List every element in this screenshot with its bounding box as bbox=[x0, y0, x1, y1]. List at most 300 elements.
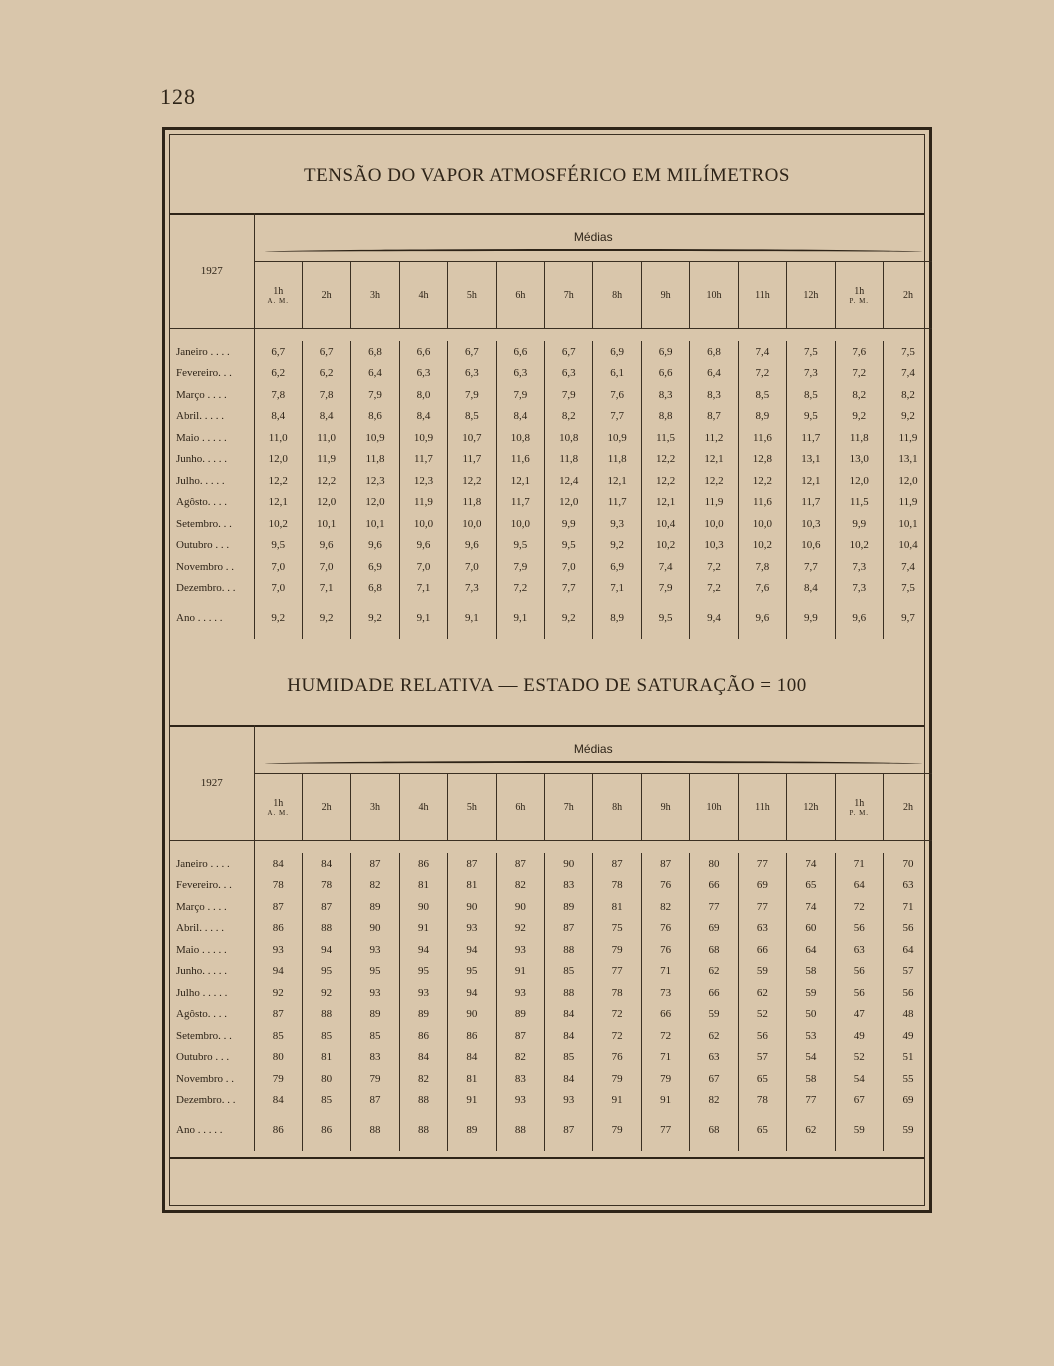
humidity-value-cell: 74 bbox=[787, 896, 835, 918]
vapor-hour-header bbox=[545, 262, 593, 329]
humidity-year-value-cell: 86 bbox=[254, 1119, 302, 1141]
humidity-hour-label: 12h bbox=[803, 801, 819, 813]
vapor-value-cell: 8,2 bbox=[883, 384, 932, 406]
humidity-value-cell: 94 bbox=[448, 939, 496, 961]
vapor-value-cell: 11,9 bbox=[399, 492, 447, 514]
vapor-value-cell: 10,1 bbox=[302, 513, 350, 535]
vapor-value-cell: 8,4 bbox=[302, 406, 350, 428]
humidity-value-cell: 86 bbox=[254, 918, 302, 940]
vapor-month-row bbox=[170, 427, 932, 449]
humidity-value-cell: 53 bbox=[787, 1025, 835, 1047]
humidity-value-cell: 78 bbox=[593, 875, 641, 897]
vapor-year-label: 1927 bbox=[170, 213, 254, 329]
humidity-value-cell: 85 bbox=[302, 1090, 350, 1112]
vapor-hour-label: 8h bbox=[612, 289, 623, 301]
vapor-hour-header bbox=[883, 262, 932, 329]
vapor-value-cell: 7,1 bbox=[302, 578, 350, 600]
humidity-value-cell: 88 bbox=[545, 982, 593, 1004]
vapor-value-cell: 8,9 bbox=[738, 406, 786, 428]
humidity-gap-cell bbox=[254, 1111, 302, 1119]
vapor-value-cell: 7,3 bbox=[835, 556, 883, 578]
humidity-value-cell: 83 bbox=[351, 1047, 399, 1069]
vapor-separator-cell bbox=[351, 329, 399, 342]
humidity-value-cell: 76 bbox=[641, 918, 689, 940]
humidity-value-cell: 85 bbox=[545, 961, 593, 983]
vapor-value-cell: 11,8 bbox=[545, 449, 593, 471]
humidity-value-cell: 94 bbox=[399, 939, 447, 961]
humidity-month-row bbox=[170, 1090, 932, 1112]
page-number: 128 bbox=[160, 84, 196, 109]
vapor-year-row bbox=[170, 607, 932, 629]
humidity-value-cell: 84 bbox=[254, 1090, 302, 1112]
vapor-value-cell: 7,9 bbox=[641, 578, 689, 600]
vapor-hour-row bbox=[170, 262, 932, 329]
vapor-value-cell: 8,2 bbox=[545, 406, 593, 428]
vapor-value-cell: 11,7 bbox=[496, 492, 544, 514]
vapor-separator-row bbox=[170, 329, 932, 342]
humidity-value-cell: 94 bbox=[302, 939, 350, 961]
humidity-value-cell: 87 bbox=[496, 853, 544, 875]
vapor-end-cell bbox=[641, 629, 689, 639]
vapor-value-cell: 7,0 bbox=[254, 556, 302, 578]
humidity-value-cell: 72 bbox=[593, 1004, 641, 1026]
vapor-end-cell bbox=[170, 629, 254, 639]
vapor-gap-cell bbox=[883, 599, 932, 607]
vapor-value-cell: 12,0 bbox=[835, 470, 883, 492]
humidity-value-cell: 95 bbox=[351, 961, 399, 983]
vapor-hour-label: 11h bbox=[755, 289, 770, 301]
vapor-value-cell: 11,8 bbox=[593, 449, 641, 471]
humidity-value-cell: 87 bbox=[254, 896, 302, 918]
vapor-value-cell: 7,7 bbox=[787, 556, 835, 578]
bottom-rule bbox=[170, 1157, 924, 1159]
humidity-value-cell: 84 bbox=[545, 1068, 593, 1090]
vapor-value-cell: 10,4 bbox=[641, 513, 689, 535]
humidity-month-label: Março . . . . bbox=[170, 896, 254, 918]
humidity-value-cell: 80 bbox=[302, 1068, 350, 1090]
humidity-value-cell: 82 bbox=[496, 1047, 544, 1069]
humidity-value-cell: 88 bbox=[545, 939, 593, 961]
humidity-month-row bbox=[170, 961, 932, 983]
humidity-value-cell: 70 bbox=[883, 853, 932, 875]
vapor-gap-cell bbox=[351, 599, 399, 607]
humidity-end-cell bbox=[170, 1141, 254, 1151]
humidity-value-cell: 56 bbox=[835, 961, 883, 983]
vapor-value-cell: 10,3 bbox=[787, 513, 835, 535]
vapor-hour-header bbox=[254, 262, 302, 329]
vapor-value-cell: 9,5 bbox=[496, 535, 544, 557]
vapor-separator-cell bbox=[170, 329, 254, 342]
humidity-end-cell bbox=[254, 1141, 302, 1151]
humidity-value-cell: 89 bbox=[351, 896, 399, 918]
humidity-value-cell: 87 bbox=[448, 853, 496, 875]
humidity-value-cell: 87 bbox=[593, 853, 641, 875]
vapor-hour-header bbox=[399, 262, 447, 329]
humidity-value-cell: 85 bbox=[302, 1025, 350, 1047]
vapor-value-cell: 12,2 bbox=[738, 470, 786, 492]
vapor-value-cell: 6,3 bbox=[399, 363, 447, 385]
vapor-value-cell: 11,5 bbox=[641, 427, 689, 449]
vapor-end-cell bbox=[593, 629, 641, 639]
vapor-hour-header bbox=[641, 262, 689, 329]
humidity-value-cell: 91 bbox=[448, 1090, 496, 1112]
humidity-value-cell: 48 bbox=[883, 1004, 932, 1026]
vapor-value-cell: 7,8 bbox=[738, 556, 786, 578]
vapor-value-cell: 12,2 bbox=[302, 470, 350, 492]
humidity-value-cell: 63 bbox=[835, 939, 883, 961]
humidity-value-cell: 84 bbox=[254, 853, 302, 875]
humidity-value-cell: 81 bbox=[593, 896, 641, 918]
humidity-gap-row bbox=[170, 1111, 932, 1119]
vapor-month-row bbox=[170, 535, 932, 557]
humidity-separator-cell bbox=[302, 841, 350, 854]
vapor-year-value-cell: 9,1 bbox=[496, 607, 544, 629]
vapor-value-cell: 7,9 bbox=[351, 384, 399, 406]
vapor-year-value-cell: 9,2 bbox=[254, 607, 302, 629]
vapor-value-cell: 11,8 bbox=[835, 427, 883, 449]
vapor-value-cell: 6,9 bbox=[593, 556, 641, 578]
vapor-year-value-cell: 9,2 bbox=[545, 607, 593, 629]
humidity-value-cell: 89 bbox=[351, 1004, 399, 1026]
humidity-hour-header bbox=[738, 774, 786, 841]
humidity-value-cell: 59 bbox=[690, 1004, 738, 1026]
vapor-separator-cell bbox=[302, 329, 350, 342]
humidity-value-cell: 90 bbox=[448, 896, 496, 918]
vapor-hour-header bbox=[351, 262, 399, 329]
vapor-value-cell: 7,3 bbox=[835, 578, 883, 600]
humidity-value-cell: 77 bbox=[690, 896, 738, 918]
humidity-hour-header bbox=[690, 774, 738, 841]
humidity-value-cell: 69 bbox=[883, 1090, 932, 1112]
vapor-value-cell: 11,7 bbox=[399, 449, 447, 471]
humidity-value-cell: 86 bbox=[399, 1025, 447, 1047]
humidity-gap-cell bbox=[593, 1111, 641, 1119]
humidity-value-cell: 79 bbox=[351, 1068, 399, 1090]
vapor-end-cell bbox=[496, 629, 544, 639]
vapor-month-row bbox=[170, 492, 932, 514]
vapor-value-cell: 12,1 bbox=[690, 449, 738, 471]
humidity-gap-cell bbox=[738, 1111, 786, 1119]
humidity-value-cell: 87 bbox=[302, 896, 350, 918]
humidity-value-cell: 92 bbox=[254, 982, 302, 1004]
vapor-separator-cell bbox=[496, 329, 544, 342]
vapor-value-cell: 9,2 bbox=[593, 535, 641, 557]
humidity-value-cell: 54 bbox=[835, 1068, 883, 1090]
vapor-value-cell: 11,2 bbox=[690, 427, 738, 449]
humidity-year-value-cell: 88 bbox=[399, 1119, 447, 1141]
humidity-value-cell: 58 bbox=[787, 1068, 835, 1090]
humidity-hour-period: P. M. bbox=[849, 808, 870, 817]
humidity-value-cell: 77 bbox=[738, 853, 786, 875]
humidity-gap-cell bbox=[787, 1111, 835, 1119]
humidity-value-cell: 64 bbox=[835, 875, 883, 897]
humidity-value-cell: 78 bbox=[738, 1090, 786, 1112]
vapor-value-cell: 11,7 bbox=[787, 427, 835, 449]
humidity-value-cell: 69 bbox=[690, 918, 738, 940]
vapor-end-cell bbox=[738, 629, 786, 639]
humidity-hour-header bbox=[254, 774, 302, 841]
humidity-value-cell: 78 bbox=[302, 875, 350, 897]
humidity-value-cell: 56 bbox=[883, 918, 932, 940]
humidity-month-row bbox=[170, 896, 932, 918]
vapor-separator-cell bbox=[883, 329, 932, 342]
vapor-value-cell: 12,0 bbox=[351, 492, 399, 514]
humidity-value-cell: 66 bbox=[641, 1004, 689, 1026]
vapor-value-cell: 8,5 bbox=[787, 384, 835, 406]
humidity-year-value-cell: 68 bbox=[690, 1119, 738, 1141]
vapor-month-row bbox=[170, 470, 932, 492]
humidity-value-cell: 56 bbox=[835, 982, 883, 1004]
humidity-end-cell bbox=[448, 1141, 496, 1151]
vapor-year-value-cell: 9,1 bbox=[448, 607, 496, 629]
humidity-value-cell: 80 bbox=[254, 1047, 302, 1069]
vapor-end-cell bbox=[883, 629, 932, 639]
vapor-hour-label: 5h bbox=[466, 289, 477, 301]
humidity-value-cell: 82 bbox=[351, 875, 399, 897]
vapor-value-cell: 10,2 bbox=[835, 535, 883, 557]
humidity-month-row bbox=[170, 1025, 932, 1047]
vapor-month-label: Junho. . . . . bbox=[170, 449, 254, 471]
humidity-value-cell: 77 bbox=[593, 961, 641, 983]
humidity-value-cell: 85 bbox=[545, 1047, 593, 1069]
vapor-end-cell bbox=[835, 629, 883, 639]
vapor-year-row-label: Ano . . . . . bbox=[170, 607, 254, 629]
humidity-value-cell: 59 bbox=[738, 961, 786, 983]
vapor-value-cell: 7,0 bbox=[399, 556, 447, 578]
humidity-value-cell: 68 bbox=[690, 939, 738, 961]
humidity-hour-label: 2h bbox=[321, 801, 332, 813]
humidity-hour-header bbox=[302, 774, 350, 841]
vapor-value-cell: 11,7 bbox=[787, 492, 835, 514]
humidity-value-cell: 91 bbox=[399, 918, 447, 940]
humidity-gap-cell bbox=[399, 1111, 447, 1119]
vapor-value-cell: 6,6 bbox=[399, 341, 447, 363]
humidity-hour-header bbox=[399, 774, 447, 841]
vapor-month-label: Janeiro . . . . bbox=[170, 341, 254, 363]
vapor-year-value-cell: 9,1 bbox=[399, 607, 447, 629]
vapor-value-cell: 6,3 bbox=[545, 363, 593, 385]
vapor-gap-cell bbox=[545, 599, 593, 607]
humidity-value-cell: 49 bbox=[883, 1025, 932, 1047]
vapor-value-cell: 11,7 bbox=[448, 449, 496, 471]
humidity-value-cell: 90 bbox=[496, 896, 544, 918]
vapor-month-label: Abril. . . . . bbox=[170, 406, 254, 428]
vapor-title: TENSÃO DO VAPOR ATMOSFÉRICO EM MILÍMETROS bbox=[304, 165, 790, 186]
humidity-value-cell: 79 bbox=[593, 939, 641, 961]
vapor-end-cell bbox=[399, 629, 447, 639]
humidity-value-cell: 71 bbox=[641, 1047, 689, 1069]
humidity-month-label: Janeiro . . . . bbox=[170, 853, 254, 875]
vapor-value-cell: 6,3 bbox=[448, 363, 496, 385]
humidity-end-cell bbox=[302, 1141, 350, 1151]
vapor-value-cell: 10,3 bbox=[690, 535, 738, 557]
vapor-month-row bbox=[170, 449, 932, 471]
humidity-value-cell: 71 bbox=[641, 961, 689, 983]
vapor-value-cell: 12,1 bbox=[496, 470, 544, 492]
humidity-value-cell: 75 bbox=[593, 918, 641, 940]
humidity-end-cell bbox=[545, 1141, 593, 1151]
humidity-month-label: Novembro . . bbox=[170, 1068, 254, 1090]
humidity-value-cell: 94 bbox=[448, 982, 496, 1004]
vapor-value-cell: 9,6 bbox=[448, 535, 496, 557]
humidity-end-cell bbox=[883, 1141, 932, 1151]
vapor-value-cell: 7,4 bbox=[738, 341, 786, 363]
humidity-year-label: 1927 bbox=[170, 725, 254, 841]
humidity-value-cell: 93 bbox=[496, 1090, 544, 1112]
vapor-hour-label: 6h bbox=[515, 289, 526, 301]
vapor-value-cell: 7,1 bbox=[399, 578, 447, 600]
vapor-month-row bbox=[170, 341, 932, 363]
humidity-value-cell: 58 bbox=[787, 961, 835, 983]
vapor-value-cell: 11,6 bbox=[738, 427, 786, 449]
vapor-brace bbox=[265, 249, 923, 255]
humidity-value-cell: 71 bbox=[835, 853, 883, 875]
humidity-value-cell: 82 bbox=[641, 896, 689, 918]
vapor-value-cell: 8,7 bbox=[690, 406, 738, 428]
humidity-gap-cell bbox=[835, 1111, 883, 1119]
vapor-value-cell: 13,1 bbox=[787, 449, 835, 471]
humidity-value-cell: 92 bbox=[496, 918, 544, 940]
humidity-value-cell: 56 bbox=[738, 1025, 786, 1047]
vapor-value-cell: 8,8 bbox=[641, 406, 689, 428]
vapor-value-cell: 8,4 bbox=[787, 578, 835, 600]
vapor-month-label: Novembro . . bbox=[170, 556, 254, 578]
vapor-separator-cell bbox=[399, 329, 447, 342]
table-frame bbox=[162, 127, 932, 1213]
vapor-year-value-cell: 9,9 bbox=[787, 607, 835, 629]
humidity-value-cell: 84 bbox=[545, 1025, 593, 1047]
vapor-gap-cell bbox=[593, 599, 641, 607]
vapor-value-cell: 9,3 bbox=[593, 513, 641, 535]
humidity-value-cell: 93 bbox=[496, 982, 544, 1004]
vapor-value-cell: 11,9 bbox=[690, 492, 738, 514]
humidity-hour-header bbox=[545, 774, 593, 841]
humidity-month-label: Julho . . . . . bbox=[170, 982, 254, 1004]
humidity-value-cell: 63 bbox=[690, 1047, 738, 1069]
humidity-month-label: Setembro. . . bbox=[170, 1025, 254, 1047]
humidity-value-cell: 87 bbox=[351, 853, 399, 875]
vapor-value-cell: 9,6 bbox=[399, 535, 447, 557]
vapor-month-row bbox=[170, 363, 932, 385]
vapor-value-cell: 10,4 bbox=[883, 535, 932, 557]
humidity-value-cell: 88 bbox=[302, 1004, 350, 1026]
vapor-year-value-cell: 9,7 bbox=[883, 607, 932, 629]
vapor-value-cell: 6,1 bbox=[593, 363, 641, 385]
humidity-value-cell: 93 bbox=[351, 982, 399, 1004]
vapor-value-cell: 7,2 bbox=[690, 556, 738, 578]
vapor-hour-label: 3h bbox=[370, 289, 381, 301]
humidity-value-cell: 47 bbox=[835, 1004, 883, 1026]
vapor-value-cell: 7,6 bbox=[835, 341, 883, 363]
vapor-value-cell: 6,7 bbox=[448, 341, 496, 363]
humidity-value-cell: 90 bbox=[545, 853, 593, 875]
vapor-value-cell: 7,4 bbox=[883, 363, 932, 385]
vapor-hour-header bbox=[302, 262, 350, 329]
vapor-value-cell: 10,1 bbox=[883, 513, 932, 535]
vapor-value-cell: 6,7 bbox=[545, 341, 593, 363]
humidity-value-cell: 60 bbox=[787, 918, 835, 940]
humidity-hour-header bbox=[448, 774, 496, 841]
humidity-value-cell: 57 bbox=[738, 1047, 786, 1069]
vapor-month-row bbox=[170, 406, 932, 428]
vapor-value-cell: 7,2 bbox=[690, 578, 738, 600]
vapor-value-cell: 10,2 bbox=[254, 513, 302, 535]
humidity-value-cell: 57 bbox=[883, 961, 932, 983]
humidity-value-cell: 76 bbox=[641, 875, 689, 897]
vapor-group-header bbox=[254, 213, 932, 262]
humidity-month-label: Abril. . . . . bbox=[170, 918, 254, 940]
humidity-value-cell: 69 bbox=[738, 875, 786, 897]
humidity-value-cell: 87 bbox=[641, 853, 689, 875]
humidity-value-cell: 93 bbox=[496, 939, 544, 961]
vapor-separator-cell bbox=[690, 329, 738, 342]
vapor-gap-row bbox=[170, 599, 932, 607]
vapor-separator-cell bbox=[254, 329, 302, 342]
vapor-value-cell: 7,1 bbox=[593, 578, 641, 600]
humidity-hour-row bbox=[170, 774, 932, 841]
humidity-value-cell: 56 bbox=[835, 918, 883, 940]
vapor-month-row bbox=[170, 384, 932, 406]
humidity-gap-cell bbox=[448, 1111, 496, 1119]
vapor-month-label: Maio . . . . . bbox=[170, 427, 254, 449]
vapor-value-cell: 10,2 bbox=[641, 535, 689, 557]
humidity-hour-label: 3h bbox=[370, 801, 381, 813]
vapor-value-cell: 7,6 bbox=[738, 578, 786, 600]
vapor-value-cell: 10,1 bbox=[351, 513, 399, 535]
humidity-value-cell: 91 bbox=[641, 1090, 689, 1112]
humidity-value-cell: 79 bbox=[641, 1068, 689, 1090]
vapor-value-cell: 11,6 bbox=[738, 492, 786, 514]
humidity-title: HUMIDADE RELATIVA — ESTADO DE SATURAÇÃO = 100 bbox=[287, 675, 807, 696]
humidity-value-cell: 89 bbox=[545, 896, 593, 918]
humidity-value-cell: 83 bbox=[496, 1068, 544, 1090]
vapor-hour-header bbox=[593, 262, 641, 329]
vapor-gap-cell bbox=[738, 599, 786, 607]
humidity-value-cell: 73 bbox=[641, 982, 689, 1004]
vapor-value-cell: 9,6 bbox=[351, 535, 399, 557]
humidity-value-cell: 93 bbox=[254, 939, 302, 961]
humidity-separator-cell bbox=[883, 841, 932, 854]
humidity-value-cell: 85 bbox=[254, 1025, 302, 1047]
humidity-end-cell bbox=[787, 1141, 835, 1151]
humidity-separator-cell bbox=[787, 841, 835, 854]
vapor-value-cell: 8,6 bbox=[351, 406, 399, 428]
humidity-separator-cell bbox=[690, 841, 738, 854]
vapor-value-cell: 10,9 bbox=[593, 427, 641, 449]
humidity-year-value-cell: 87 bbox=[545, 1119, 593, 1141]
vapor-value-cell: 7,8 bbox=[254, 384, 302, 406]
vapor-value-cell: 6,8 bbox=[351, 341, 399, 363]
humidity-value-cell: 77 bbox=[787, 1090, 835, 1112]
humidity-value-cell: 88 bbox=[302, 918, 350, 940]
humidity-value-cell: 72 bbox=[641, 1025, 689, 1047]
vapor-hour-header bbox=[787, 262, 835, 329]
vapor-value-cell: 9,5 bbox=[545, 535, 593, 557]
humidity-hour-header bbox=[787, 774, 835, 841]
humidity-value-cell: 65 bbox=[738, 1068, 786, 1090]
vapor-year-value-cell: 9,2 bbox=[302, 607, 350, 629]
humidity-month-row bbox=[170, 982, 932, 1004]
humidity-value-cell: 82 bbox=[496, 875, 544, 897]
vapor-hour-label: 7h bbox=[563, 289, 574, 301]
vapor-value-cell: 9,2 bbox=[883, 406, 932, 428]
humidity-hour-header bbox=[641, 774, 689, 841]
humidity-value-cell: 87 bbox=[545, 918, 593, 940]
vapor-year-value-cell: 9,6 bbox=[835, 607, 883, 629]
vapor-hour-label: 9h bbox=[660, 289, 671, 301]
humidity-gap-cell bbox=[170, 1111, 254, 1119]
vapor-value-cell: 12,0 bbox=[254, 449, 302, 471]
